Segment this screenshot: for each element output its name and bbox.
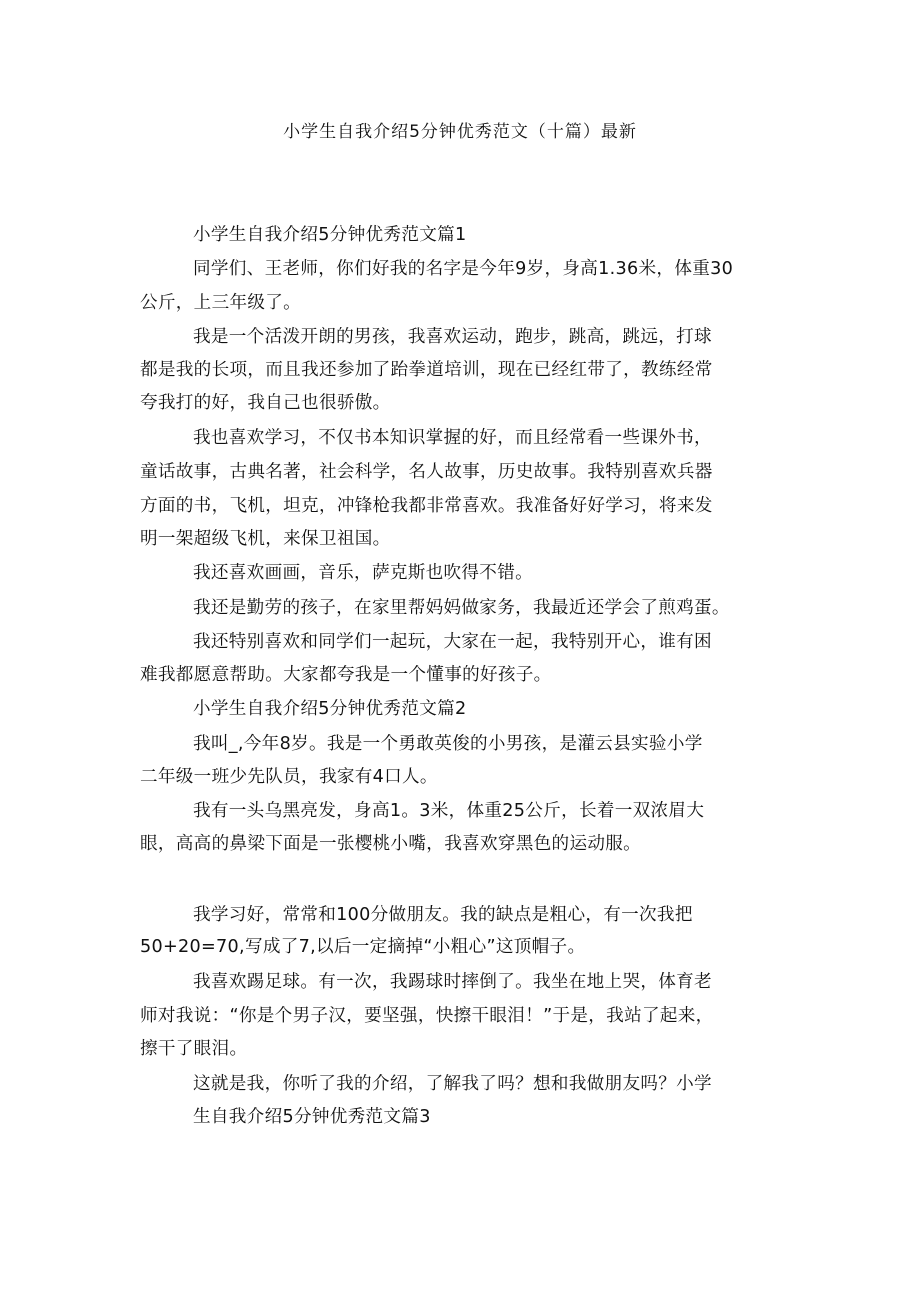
paragraph-line: 擦干了眼泪。 (140, 1039, 248, 1059)
paragraph-line: 我叫_,今年8岁。我是一个勇敢英俊的小男孩，是灌云县实验小学 (193, 734, 703, 754)
paragraph-line: 都是我的长项，而且我还参加了跆拳道培训，现在已经红带了，教练经常 (140, 360, 713, 380)
paragraph-line: 方面的书，飞机，坦克，冲锋枪我都非常喜欢。我准备好好学习，将来发 (140, 496, 713, 516)
paragraph-line: 我也喜欢学习，不仅书本知识掌握的好，而且经常看一些课外书， (193, 428, 712, 448)
paragraph-line: 童话故事，古典名著，社会科学，名人故事，历史故事。我特别喜欢兵器 (140, 462, 713, 482)
paragraph-line: 50+20=70,写成了7,以后一定摘掉“小粗心”这顶帽子。 (140, 937, 586, 957)
paragraph-line: 我学习好，常常和100分做朋友。我的缺点是粗心，有一次我把 (193, 905, 693, 925)
paragraph-line: 这就是我，你听了我的介绍，了解我了吗？想和我做朋友吗？小学 (193, 1074, 712, 1094)
paragraph-line: 同学们、王老师，你们好我的名字是今年9岁，身高1.36米，体重30 (193, 259, 734, 279)
section-heading-2: 小学生自我介绍5分钟优秀范文篇2 (193, 699, 467, 719)
paragraph-line: 我还是勤劳的孩子，在家里帮妈妈做家务，我最近还学会了煎鸡蛋。 (193, 598, 730, 618)
paragraph-line: 师对我说：“你是个男子汉，要坚强，快擦干眼泪！”于是，我站了起来， (140, 1006, 714, 1026)
section-heading-3: 生自我介绍5分钟优秀范文篇3 (193, 1107, 431, 1127)
paragraph-line: 二年级一班少先队员，我家有4口人。 (140, 767, 438, 787)
paragraph-line: 我还特别喜欢和同学们一起玩，大家在一起，我特别开心，谁有困 (193, 632, 712, 652)
paragraph-line: 夸我打的好，我自己也很骄傲。 (140, 393, 391, 413)
paragraph-line: 我喜欢踢足球。有一次，我踢球时摔倒了。我坐在地上哭，体育老 (193, 972, 712, 992)
paragraph-line: 我是一个活泼开朗的男孩，我喜欢运动，跑步，跳高，跳远，打球 (193, 327, 712, 347)
paragraph-line: 眼，高高的鼻梁下面是一张樱桃小嘴，我喜欢穿黑色的运动服。 (140, 834, 642, 854)
paragraph-line: 难我都愿意帮助。大家都夸我是一个懂事的好孩子。 (140, 665, 552, 685)
paragraph-line: 公斤，上三年级了。 (140, 293, 302, 313)
section-heading-1: 小学生自我介绍5分钟优秀范文篇1 (193, 225, 467, 245)
paragraph-line: 我有一头乌黑亮发，身高1。3米，体重25公斤，长着一双浓眉大 (193, 801, 705, 821)
paragraph-line: 明一架超级飞机，来保卫祖国。 (140, 529, 391, 549)
document-title: 小学生自我介绍5分钟优秀范文（十篇）最新 (283, 122, 637, 142)
paragraph-line: 我还喜欢画画，音乐，萨克斯也吹得不错。 (193, 563, 533, 583)
